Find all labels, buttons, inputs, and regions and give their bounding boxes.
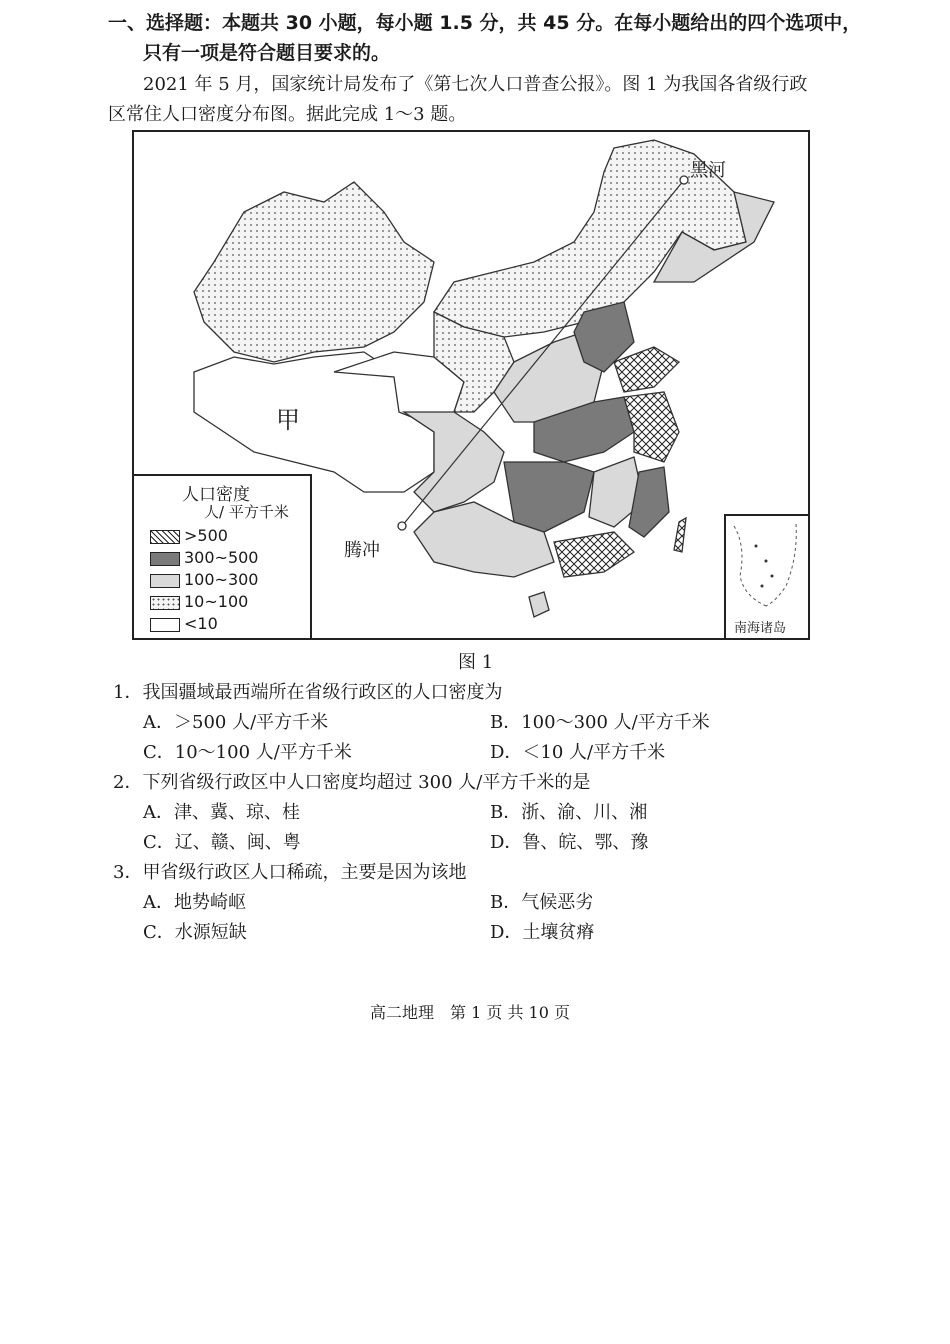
map-legend <box>132 474 312 640</box>
legend-item-gt500: >500 <box>150 526 228 546</box>
inset-drawing <box>726 516 808 616</box>
figure-caption: 图 1 <box>458 652 494 673</box>
question-3-option-b[interactable]: B．气候恶劣 <box>490 892 594 913</box>
region-shandong <box>614 347 679 392</box>
inset-label: 南海诸岛 <box>734 621 787 636</box>
region-taiwan <box>674 518 686 552</box>
intro-line2: 区常住人口密度分布图。据此完成 1～3 题。 <box>108 104 467 125</box>
question-1-option-d[interactable]: D．＜10 人/平方千米 <box>490 742 666 763</box>
legend-swatch-cross <box>150 530 180 544</box>
legend-title: 人口密度 <box>182 485 250 505</box>
question-2-stem: 2．下列省级行政区中人口密度均超过 300 人/平方千米的是 <box>113 772 591 793</box>
tengchong-label: 腾冲 <box>344 540 380 561</box>
legend-item-100-300: 100~300 <box>150 570 258 590</box>
question-3-option-c[interactable]: C．水源短缺 <box>143 922 247 943</box>
question-1-option-b[interactable]: B．100～300 人/平方千米 <box>490 712 710 733</box>
legend-swatch-dots <box>150 596 180 610</box>
page-footer: 高二地理 第 1 页 共 10 页 <box>370 1003 570 1022</box>
region-hunan <box>504 462 594 532</box>
legend-item-10-100: 10~100 <box>150 592 248 612</box>
intro-line1: 2021 年 5 月，国家统计局发布了《第七次人口普查公报》。图 1 为我国各省级行政 <box>143 74 808 95</box>
question-1-option-a[interactable]: A．＞500 人/平方千米 <box>143 712 329 733</box>
section-heading-line2: 只有一项是符合题目要求的。 <box>143 42 391 64</box>
region-guangdong <box>554 532 634 577</box>
question-2-option-c[interactable]: C．辽、赣、闽、粤 <box>143 832 301 853</box>
legend-swatch-dark <box>150 552 180 566</box>
legend-item-lt10: <10 <box>150 614 218 634</box>
region-hainan <box>529 592 549 617</box>
question-3-stem: 3．甲省级行政区人口稀疏，主要是因为该地 <box>113 862 467 883</box>
legend-swatch-white <box>150 618 180 632</box>
question-3-option-d[interactable]: D．土壤贫瘠 <box>490 922 595 943</box>
question-2-option-b[interactable]: B．浙、渝、川、湘 <box>490 802 648 823</box>
question-2-option-d[interactable]: D．鲁、皖、鄂、豫 <box>490 832 649 853</box>
question-1-option-c[interactable]: C．10～100 人/平方千米 <box>143 742 352 763</box>
section-heading-line1: 一、选择题：本题共 30 小题，每小题 1.5 分，共 45 分。在每小题给出的四个选项中， <box>108 12 862 34</box>
jia-label: 甲 <box>276 406 300 434</box>
heihe-point <box>680 176 688 184</box>
legend-item-300-500: 300~500 <box>150 548 258 568</box>
region-xinjiang <box>194 182 434 362</box>
legend-swatch-light <box>150 574 180 588</box>
tengchong-point <box>398 522 406 530</box>
heihe-label: 黑河 <box>690 160 726 181</box>
legend-unit: 人/ 平方千米 <box>204 503 289 521</box>
question-3-option-a[interactable]: A．地势崎岖 <box>143 892 246 913</box>
question-2-option-a[interactable]: A．津、冀、琼、桂 <box>143 802 300 823</box>
south-china-sea-inset <box>724 514 810 640</box>
question-1-stem: 1．我国疆域最西端所在省级行政区的人口密度为 <box>113 682 503 703</box>
region-jiangsu-zhejiang <box>624 392 679 462</box>
